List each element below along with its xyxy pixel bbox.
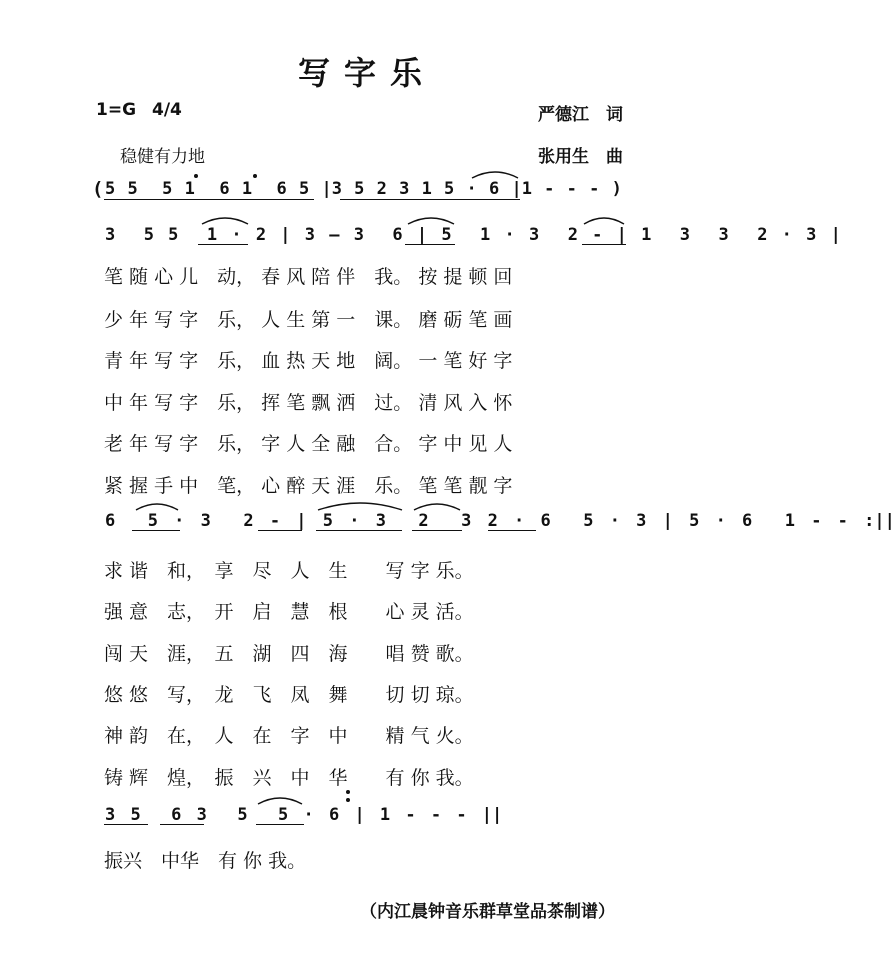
phrase2-slur bbox=[134, 500, 180, 512]
coda-notation: 3 5 6 3 5 5 · 6 | 1 - - - || bbox=[105, 805, 503, 825]
phrase2-underline bbox=[412, 530, 462, 531]
tempo-marking: 稳健有力地 bbox=[120, 147, 205, 167]
lyricist: 严德江 词 bbox=[538, 105, 623, 125]
key-signature: 1=G bbox=[96, 100, 137, 120]
phrase1-verse-4: 中 年 写 字 乐， 挥 笔 飘 洒 过。 清 风 入 怀 bbox=[104, 392, 513, 414]
phrase2-slur bbox=[316, 500, 404, 512]
coda-underline bbox=[104, 824, 148, 825]
phrase2-verse-6: 铸 辉 煌， 振 兴 中 华 有 你 我。 bbox=[104, 767, 474, 789]
intro-open-paren: ( bbox=[92, 178, 104, 200]
phrase2-verse-4: 悠 悠 写， 龙 飞 凤 舞 切 切 琼。 bbox=[104, 684, 474, 706]
phrase2-underline bbox=[316, 530, 402, 531]
phrase1-slur bbox=[582, 214, 626, 226]
phrase1-slur bbox=[200, 214, 250, 226]
page-title: 写字乐 bbox=[297, 54, 436, 92]
phrase1-underline bbox=[582, 244, 626, 245]
phrase2-verse-1: 求 谐 和， 享 尽 人 生 写 字 乐。 bbox=[104, 560, 474, 582]
phrase1-verse-5: 老 年 写 字 乐， 字 人 全 融 合。 字 中 见 人 bbox=[104, 433, 513, 455]
high-octave-dot bbox=[253, 174, 257, 178]
phrase1-verse-1: 笔 随 心 儿 动， 春 风 陪 伴 我。 按 提 顿 回 bbox=[104, 266, 513, 288]
phrase2-underline bbox=[488, 530, 536, 531]
phrase2-verse-5: 神 韵 在， 人 在 字 中 精 气 火。 bbox=[104, 725, 474, 747]
time-signature: 4/4 bbox=[152, 100, 182, 120]
phrase1-notation: 3 5 5 1 · 2 | 3 – 3 6 | 5 1 · 3 2 - | 1 3 3 2 · 3 | bbox=[105, 225, 841, 245]
coda-underline bbox=[160, 824, 204, 825]
phrase2-verse-2: 强 意 志， 开 启 慧 根 心 灵 活。 bbox=[104, 601, 474, 623]
phrase2-underline bbox=[258, 530, 302, 531]
phrase2-slur bbox=[412, 500, 462, 512]
high-octave-dot bbox=[346, 790, 350, 794]
phrase1-verse-6: 紧 握 手 中 笔， 心 醉 天 涯 乐。 笔 笔 靓 字 bbox=[104, 475, 513, 497]
phrase1-underline bbox=[405, 244, 455, 245]
coda-lyric: 振兴 中华 有 你 我。 bbox=[104, 850, 307, 872]
phrase2-verse-3: 闯 天 涯， 五 湖 四 海 唱 赞 歌。 bbox=[104, 643, 474, 665]
high-octave-dot bbox=[194, 174, 198, 178]
intro-underline bbox=[104, 199, 314, 200]
phrase2-notation: 6 5 · 3 2 - | 5 · 3 2 3 2 · 6 5 · 3 | 5 · 6 1 - - :|| bbox=[105, 511, 895, 531]
phrase1-verse-2: 少 年 写 字 乐， 人 生 第 一 课。 磨 砺 笔 画 bbox=[104, 309, 513, 331]
phrase2-underline bbox=[132, 530, 180, 531]
phrase1-verse-3: 青 年 写 字 乐， 血 热 天 地 阔。 一 笔 好 字 bbox=[104, 350, 513, 372]
intro-underline-2 bbox=[340, 199, 520, 200]
phrase1-underline bbox=[198, 244, 248, 245]
coda-underline bbox=[256, 824, 304, 825]
high-octave-dot bbox=[346, 798, 350, 802]
coda-slur bbox=[256, 794, 304, 806]
phrase1-slur bbox=[406, 214, 456, 226]
footer-credit: （内江晨钟音乐群草堂品茶制谱） bbox=[360, 902, 615, 922]
composer: 张用生 曲 bbox=[538, 147, 623, 167]
intro-notation: 5 5 5 1 6 1 6 5 |3 5 2 3 1 5 · 6 |1 - - - ) bbox=[105, 179, 622, 199]
intro-slur bbox=[470, 168, 520, 180]
